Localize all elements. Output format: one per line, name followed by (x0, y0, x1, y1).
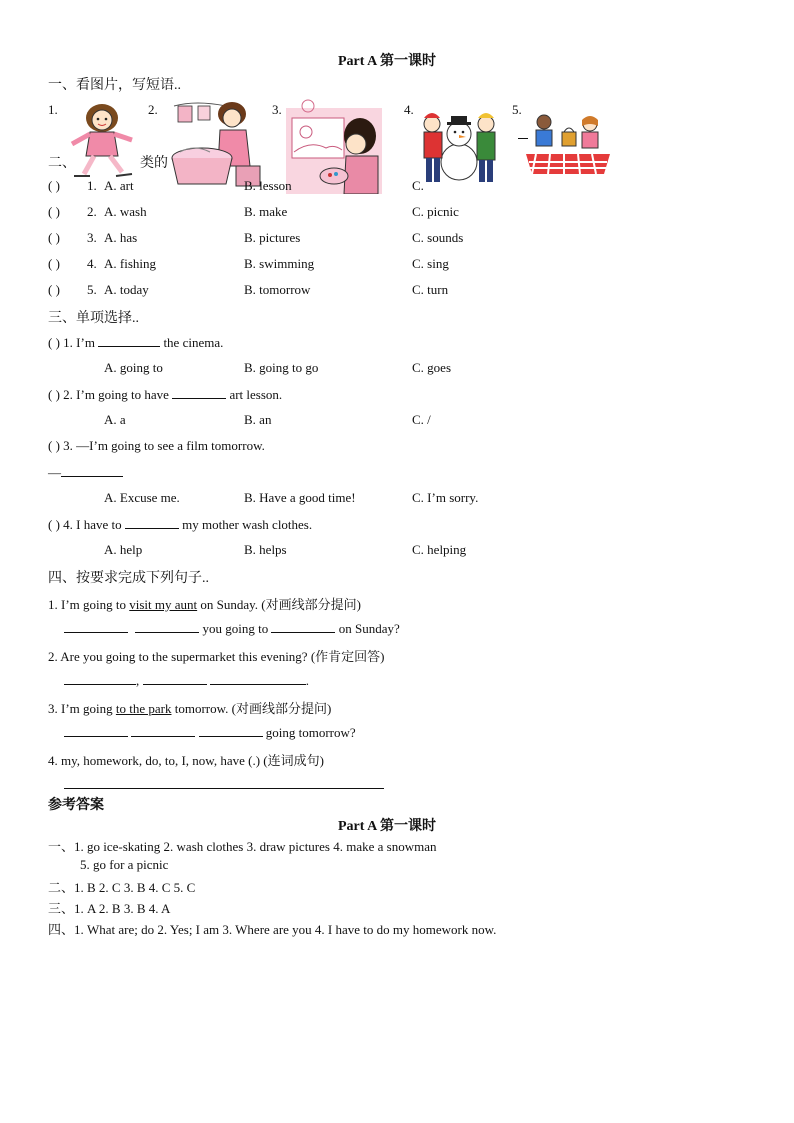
answer-blank[interactable] (135, 620, 199, 633)
answer-blank[interactable] (98, 334, 160, 347)
option-c: C. turn (412, 282, 449, 297)
option-b: B. Have a good time! (244, 490, 356, 505)
option-a: A. has (104, 230, 138, 245)
answer-line-1: 一、1. go ice-skating 2. wash clothes 3. draw pictures 4. make a snowman (48, 839, 437, 854)
option-b: B. an (244, 412, 272, 427)
question-text: ( ) 1. I’m (48, 335, 95, 350)
answer-blank[interactable] (64, 672, 136, 685)
question-3-4 (48, 516, 312, 533)
pic-number-5: 5. (512, 102, 522, 117)
section4-heading: 四、按要求完成下列句子.. (48, 571, 209, 586)
underlined-phrase: to the park (115, 701, 172, 716)
answer-line-4-3 (64, 724, 356, 741)
question-number: 5. (87, 282, 97, 297)
option-a: A. today (104, 282, 149, 297)
answer-blank[interactable] (131, 724, 195, 737)
question-text: 1. I’m going to (48, 597, 130, 612)
option-c: C. picnic (412, 204, 459, 219)
question-3-1 (48, 334, 223, 351)
section2-row (0, 282, 794, 300)
answer-line-4-1 (64, 620, 400, 637)
answer-line-2: 二、1. B 2. C 3. B 4. C 5. C (48, 880, 196, 895)
answer-line-3: 三、1. A 2. B 3. B 4. A (48, 901, 171, 916)
option-c: C. goes (412, 360, 451, 375)
option-c: C. (412, 178, 424, 193)
question-text: the cinema. (163, 335, 224, 350)
answer-paren[interactable]: ( ) (48, 204, 60, 219)
answers-heading: 参考答案 (48, 798, 104, 813)
question-number: 4. (87, 256, 97, 271)
children-picnic-icon (526, 112, 610, 174)
pic-number-4: 4. (404, 102, 414, 117)
question-number: 2. (87, 204, 97, 219)
answer-blank[interactable] (64, 724, 128, 737)
question-text: you going to (202, 621, 269, 636)
answer-paren[interactable]: ( ) (48, 256, 60, 271)
section2-row (0, 178, 794, 196)
option-b: B. make (244, 204, 288, 219)
question-4-1 (48, 594, 361, 613)
section2-row (0, 230, 794, 248)
question-4-4: 4. my, homework, do, to, I, now, have (.) (连词成句) (48, 753, 324, 768)
option-a: A. help (104, 542, 143, 557)
question-text: art lesson. (229, 387, 283, 402)
option-a: A. a (104, 412, 126, 427)
girl-ice-skating-icon (60, 96, 142, 188)
question-text: tomorrow. (对画线部分提问) (171, 701, 332, 716)
page-title: Part A 第一课时 (338, 54, 436, 69)
option-b: B. lesson (244, 178, 292, 193)
dash-text: — (48, 465, 61, 480)
question-number: 1. (87, 178, 97, 193)
answers-title: Part A 第一课时 (338, 819, 436, 834)
punctuation: . (305, 673, 309, 688)
answer-blank[interactable] (199, 724, 263, 737)
section1-heading: 一、看图片，写短语.. (48, 78, 181, 93)
section2-row (0, 204, 794, 222)
punctuation: , (136, 673, 140, 688)
answer-line-4-4[interactable] (64, 788, 384, 789)
answer-paren[interactable]: ( ) (48, 230, 60, 245)
option-a: A. art (104, 178, 134, 193)
answer-blank[interactable] (64, 620, 128, 633)
answer-line-4-2 (64, 672, 309, 689)
question-text: ( ) 2. I’m going to have (48, 387, 169, 402)
option-b: B. pictures (244, 230, 301, 245)
question-text: 3. I’m going (48, 701, 116, 716)
question-text: ( ) 4. I have to (48, 517, 122, 532)
pic-number-3: 3. (272, 102, 282, 117)
answer-blank[interactable] (210, 672, 306, 685)
option-c: C. sing (412, 256, 449, 271)
question-number: 3. (87, 230, 97, 245)
option-b: B. tomorrow (244, 282, 311, 297)
section2-heading-tail: 类的 (140, 156, 168, 171)
question-4-3 (48, 698, 331, 717)
option-c: C. helping (412, 542, 467, 557)
option-a: A. wash (104, 204, 147, 219)
option-b: B. swimming (244, 256, 315, 271)
option-c: C. I’m sorry. (412, 490, 479, 505)
question-text: on Sunday. (对画线部分提问) (197, 597, 361, 612)
pic-number-1: 1. (48, 102, 58, 117)
answer-line-1b: 5. go for a picnic (80, 857, 169, 872)
pic-number-2: 2. (148, 102, 158, 117)
section3-heading: 三、单项选择.. (48, 311, 139, 326)
question-text: my mother wash clothes. (182, 517, 313, 532)
underlined-phrase: visit my aunt (129, 597, 198, 612)
option-b: B. helps (244, 542, 287, 557)
answer-paren[interactable]: ( ) (48, 178, 60, 193)
answer-blank[interactable] (125, 516, 179, 529)
section2-heading: 二、 (48, 156, 76, 171)
answer-blank[interactable] (61, 464, 123, 477)
answer-paren[interactable]: ( ) (48, 282, 60, 297)
option-a: A. fishing (104, 256, 156, 271)
answer-blank[interactable] (172, 386, 226, 399)
option-a: A. going to (104, 360, 163, 375)
section2-row (0, 256, 794, 274)
question-text: on Sunday? (338, 621, 400, 636)
answer-blank[interactable] (143, 672, 207, 685)
option-c: C. sounds (412, 230, 464, 245)
question-text: going tomorrow? (265, 725, 356, 740)
dialog-reply-line (48, 464, 123, 481)
option-a: A. Excuse me. (104, 490, 180, 505)
answer-line-4: 四、1. What are; do 2. Yes; I am 3. Where are you 4. I have to do my homework now. (48, 922, 497, 937)
option-c: C. / (412, 412, 431, 427)
question-3-3: ( ) 3. —I’m going to see a film tomorrow. (48, 438, 265, 453)
option-b: B. going to go (244, 360, 319, 375)
question-4-2: 2. Are you going to the supermarket this evening? (作肯定回答) (48, 649, 385, 664)
answer-blank[interactable] (271, 620, 335, 633)
question-3-2 (48, 386, 282, 403)
